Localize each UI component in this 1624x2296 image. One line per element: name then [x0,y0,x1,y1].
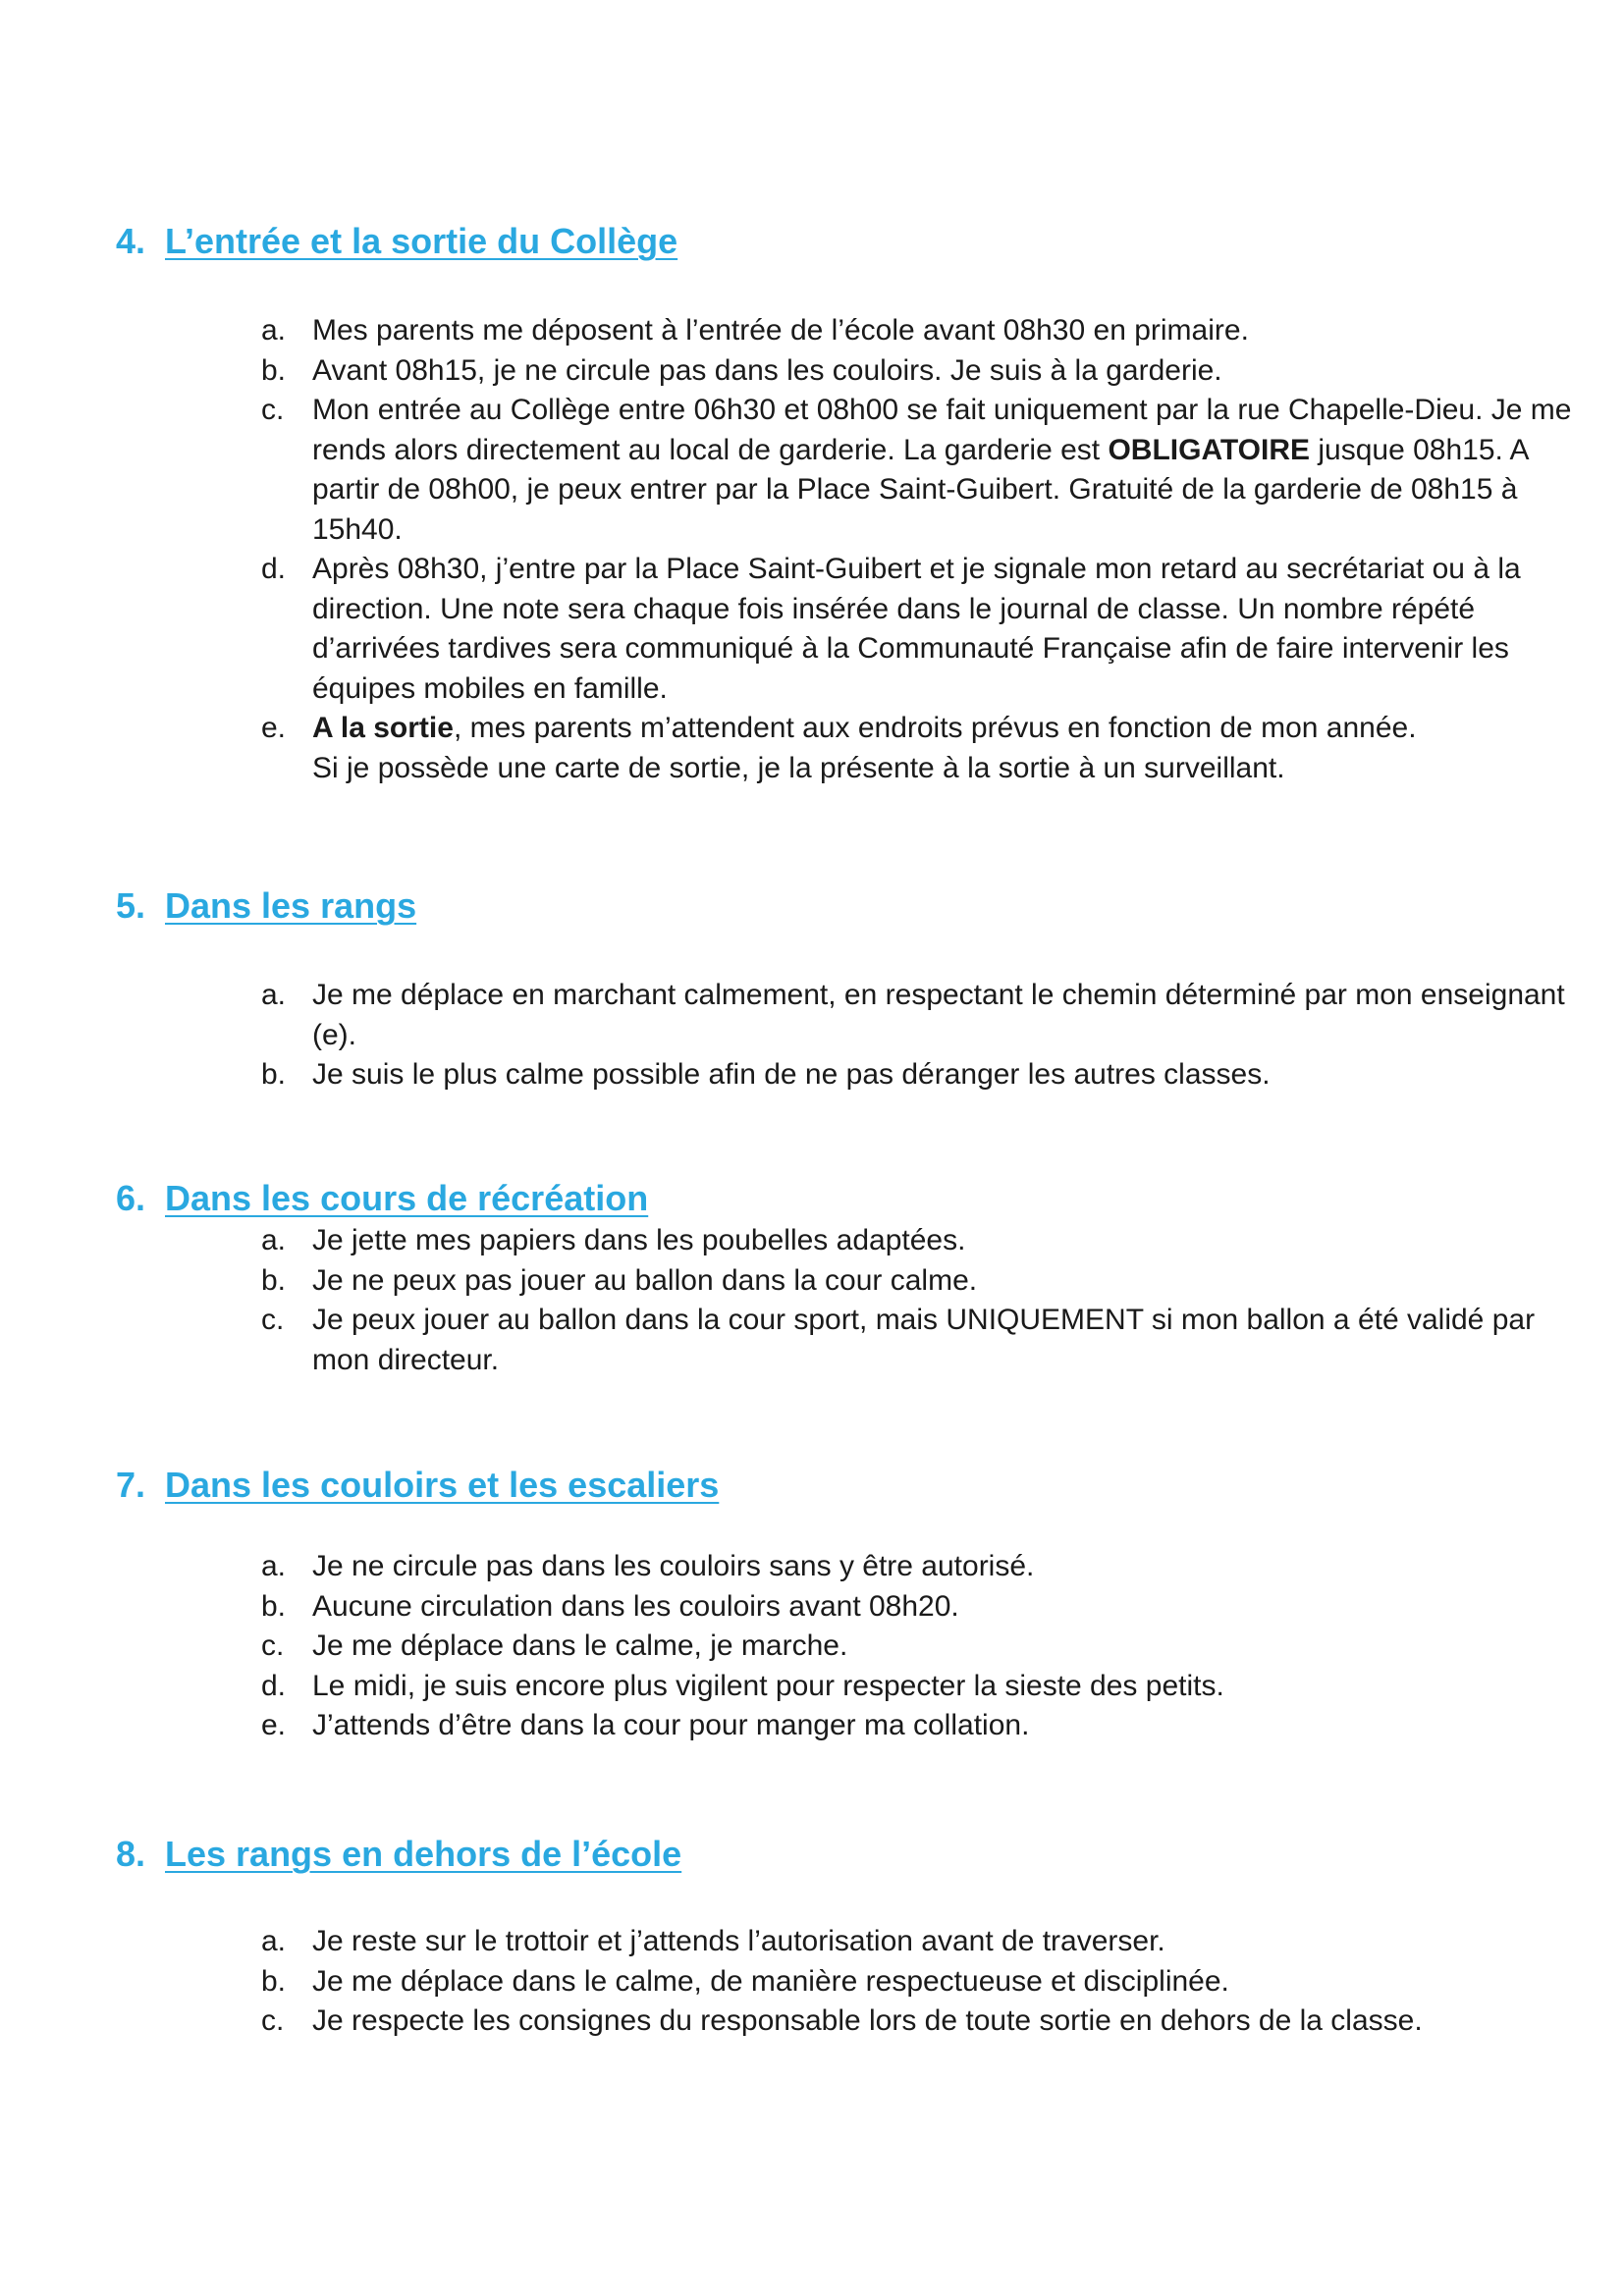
section-8 [116,1834,1569,2042]
item-text: Je jette mes papiers dans les poubelles adaptées. [312,1224,966,1256]
section-heading [116,221,1569,262]
item-letter: b. [261,1058,287,1091]
section-number: 6. [116,1178,146,1218]
section-number: 4. [116,221,146,261]
item-text-part: Si je possède une carte de sortie, je la présente à la sortie à un surveillant. [312,751,1285,784]
section-title: Dans les rangs [165,885,417,926]
section-heading [116,1178,1569,1219]
list-item [261,1055,1577,1095]
item-text: Je me déplace en marchant calmement, en respectant le chemin déterminé par mon enseignant (e). [312,979,1565,1051]
list-item [261,391,1577,550]
item-text: Je respecte les consignes du responsable lors de toute sortie en dehors de la classe. [312,2004,1423,2037]
section-title: Les rangs en dehors de l’école [165,1834,682,1874]
list-item [261,1547,1577,1587]
section-5 [116,885,1569,1095]
item-text: Je peux jouer au ballon dans la cour sport, mais UNIQUEMENT si mon ballon a été validé par mon directeur. [312,1304,1536,1376]
item-letter: d. [261,1669,287,1702]
item-text-part: Mon entrée au Collège entre 06h30 et 08h00 se fait uniquement par la rue Chapelle-Dieu. Je me rends alors directement au local de garderie. La garderie est [312,394,1572,466]
item-text-part: jusque 08h15. A partir de 08h00, je peux entrer par la Place Saint-Guibert. Gratuité de la garderie de 08h15 à 15h40. [312,433,1528,546]
list-item [261,1301,1577,1380]
section-number: 7. [116,1465,146,1505]
item-letter: b. [261,1964,287,1998]
section-number: 5. [116,885,146,926]
section-heading [116,1465,1569,1506]
section-6 [116,1178,1569,1380]
list-item [261,1962,1577,2002]
item-text [312,709,1577,788]
list-item [261,976,1577,1055]
item-letter: e. [261,712,287,744]
item-letter: b. [261,1263,287,1297]
list-item [261,1922,1577,1962]
item-text: Je ne peux pas jouer au ballon dans la cour calme. [312,1263,978,1297]
item-text: Je suis le plus calme possible afin de ne pas déranger les autres classes. [312,1058,1271,1091]
item-letter: e. [261,1709,287,1741]
item-list [261,1547,1577,1746]
section-title: Dans les couloirs et les escaliers [165,1465,720,1505]
item-letter: c. [261,394,285,426]
list-item [261,2002,1577,2042]
section-heading [116,885,1569,927]
item-text: Je reste sur le trottoir et j’attends l’autorisation avant de traverser. [312,1925,1165,1957]
list-item [261,709,1577,788]
item-text: J’attends d’être dans la cour pour manger ma collation. [312,1709,1030,1741]
section-4 [116,221,1572,788]
item-letter: a. [261,979,287,1011]
item-list [261,1221,1577,1380]
list-item [261,1221,1577,1261]
item-bold-text: A la sortie [312,712,454,744]
list-item [261,1627,1577,1667]
item-letter: a. [261,1925,287,1957]
item-list [261,1922,1577,2042]
section-number: 8. [116,1834,146,1874]
item-letter: a. [261,314,287,347]
item-text: Avant 08h15, je ne circule pas dans les couloirs. Je suis à la garderie. [312,353,1222,387]
item-text [312,391,1577,550]
item-letter: c. [261,1629,285,1662]
item-list [261,311,1577,788]
item-text: Je me déplace dans le calme, de manière respectueuse et disciplinée. [312,1964,1229,1998]
item-letter: c. [261,2004,285,2037]
item-text: Je me déplace dans le calme, je marche. [312,1629,848,1662]
item-letter: b. [261,1589,287,1623]
list-item [261,1587,1577,1628]
item-list [261,976,1577,1095]
list-item [261,311,1577,351]
item-text: Mes parents me déposent à l’entrée de l’école avant 08h30 en primaire. [312,314,1249,347]
item-letter: d. [261,553,287,585]
item-text: Après 08h30, j’entre par la Place Saint-Guibert et je signale mon retard au secrétariat ou à la direction. Une note sera chaque fois insérée dans le journal de classe. Un nombre répété d’arrivées tardives sera communiqué à la Communauté Française afin de faire intervenir les équipes mobiles en famille. [312,553,1521,705]
item-text: Je ne circule pas dans les couloirs sans y être autorisé. [312,1550,1035,1582]
item-letter: c. [261,1304,285,1336]
item-text: Le midi, je suis encore plus vigilent pour respecter la sieste des petits. [312,1669,1224,1702]
item-text-part: , mes parents m’attendent aux endroits prévus en fonction de mon année. [453,712,1417,744]
item-bold-text: OBLIGATOIRE [1108,433,1311,466]
item-text: Aucune circulation dans les couloirs avant 08h20. [312,1589,959,1623]
item-letter: a. [261,1224,287,1256]
list-item [261,1261,1577,1302]
section-7 [116,1465,1569,1746]
list-item [261,1667,1577,1707]
list-item [261,1706,1577,1746]
section-title: Dans les cours de récréation [165,1178,649,1218]
list-item [261,550,1577,709]
section-heading [116,1834,1569,1875]
item-letter: a. [261,1550,287,1582]
item-letter: b. [261,353,287,387]
section-title: L’entrée et la sortie du Collège [165,221,678,261]
list-item [261,351,1577,392]
